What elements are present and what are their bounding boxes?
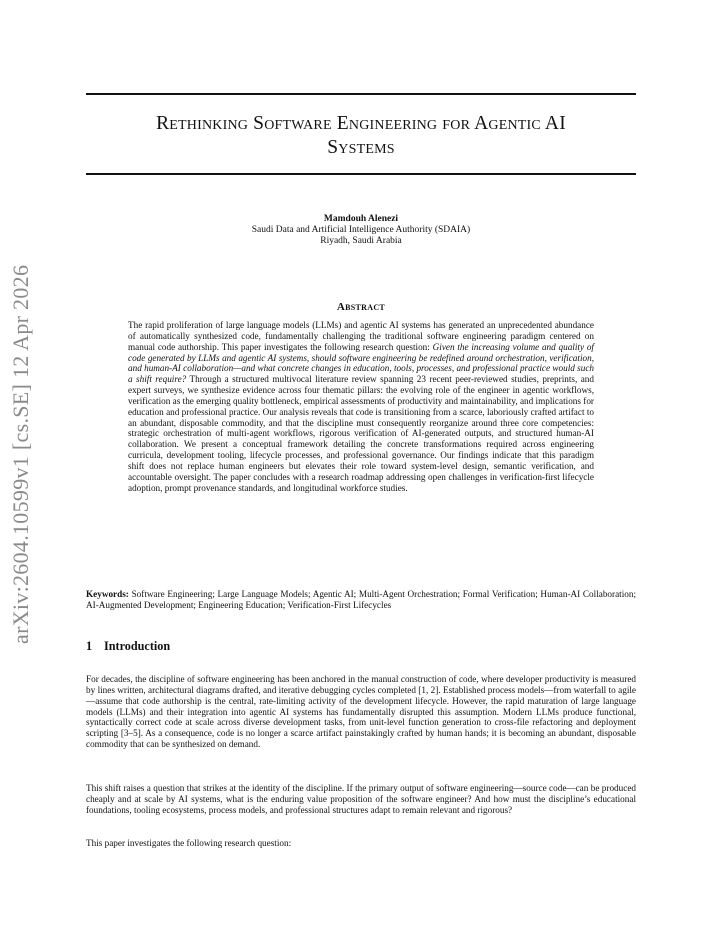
intro-paragraph-3: This paper investigates the following research question: xyxy=(86,838,292,848)
keywords-text: Software Engineering; Large Language Models; Agentic AI; Multi-Agent Orchestration; Formal Verification; Human-AI Collaboration; AI-Augmented Development; Engineering Education; Verification-First Lifecycles xyxy=(86,589,636,610)
paper-title xyxy=(86,112,636,160)
abstract-text xyxy=(128,320,594,494)
author-location: Riyadh, Saudi Arabia xyxy=(320,236,402,246)
arxiv-identifier: arXiv:2604.10599v1 [cs.SE] 12 Apr 2026 xyxy=(8,264,33,644)
section-heading-introduction xyxy=(86,639,170,654)
title-line-1: Rethinking Software Engineering for Agentic AI xyxy=(156,113,566,134)
author-block xyxy=(86,214,636,247)
author-affiliation: Saudi Data and Artificial Intelligence Authority (SDAIA) xyxy=(251,225,471,235)
section-number: 1 xyxy=(86,639,93,653)
author-name: Mamdouh Alenezi xyxy=(323,214,399,224)
intro-paragraph-1: For decades, the discipline of software engineering has been anchored in the manual construction of code, where developer productivity is measured by lines written, architectural diagrams drafted, and iterative debugging cycles completed [1, 2]. Established process models—from waterfall to agile—assume that code authorship is the central, rate-limiting activity of the development lifecycle. However, the rapid maturation of large language models (LLMs) and their integration into agentic AI systems has fundamentally disrupted this assumption. Modern LLMs produce functional, syntactically correct code at scale across diverse development tasks, from unit-level function generation to cross-file refactoring and deployment scripting [3–5]. As a consequence, code is no longer a scarce artifact painstakingly crafted by human hands; it is becoming an abundant, disposable commodity that can be synthesized on demand. xyxy=(86,674,636,750)
title-rule-top xyxy=(86,93,636,95)
title-line-2: Systems xyxy=(327,137,395,158)
intro-paragraph-2: This shift raises a question that strikes at the identity of the discipline. If the primary output of software engineering—source code—can be produced cheaply and at scale by AI systems, what is the enduring value proposition of the software engineer? And how must the discipline’s educational foundations, tooling ecosystems, process models, and professional structures adapt to remain relevant and rigorous? xyxy=(86,783,636,815)
abstract-part-2: Through a structured multivocal literature review spanning 23 recent peer-reviewed studies, preprints, and expert surveys, we synthesize evidence across four thematic pillars: the evolving role of the engineer in agentic workflows, verification as the emerging quality bottleneck, empirical assessments of productivity and maintainability, and implications for education and professional practice. Our analysis reveals that code is transitioning from a scarce, laboriously crafted artifact to an abundant, disposable commodity, and that the discipline must consequently reorganize around three core competencies: strategic orchestration of multi-agent workflows, rigorous verification of AI-generated outputs, and structured human-AI collaboration. We present a conceptual framework detailing the concrete transformations required across engineering curricula, development tooling, lifecycle processes, and professional governance. Our findings indicate that this paradigm shift does not replace human engineers but elevates their role toward system-level design, semantic verification, and accountable oversight. The paper concludes with a research roadmap addressing open challenges in verification-first lifecycle adoption, prompt provenance standards, and longitudinal workforce studies. xyxy=(128,374,594,493)
keywords xyxy=(86,589,636,611)
title-rule-bottom xyxy=(86,173,636,175)
abstract-part-1: The rapid proliferation of large language models (LLMs) and agentic AI systems has generated an unprecedented abundance of automatically synthesized code, fundamentally challenging the traditional software engineering paradigm centered on manual code authorship. This paper investigates the following research question: xyxy=(128,320,594,352)
section-title: Introduction xyxy=(104,639,171,653)
keywords-label: Keywords: xyxy=(86,589,129,599)
abstract-research-question: Given the increasing volume and quality of code generated by LLMs and agentic AI systems, should software engineering be redefined around orchestration, verification, and human-AI collaboration—and what concrete changes in education, tools, processes, and professional practice would such a shift require? xyxy=(128,341,594,385)
abstract-heading: Abstract xyxy=(336,301,386,313)
